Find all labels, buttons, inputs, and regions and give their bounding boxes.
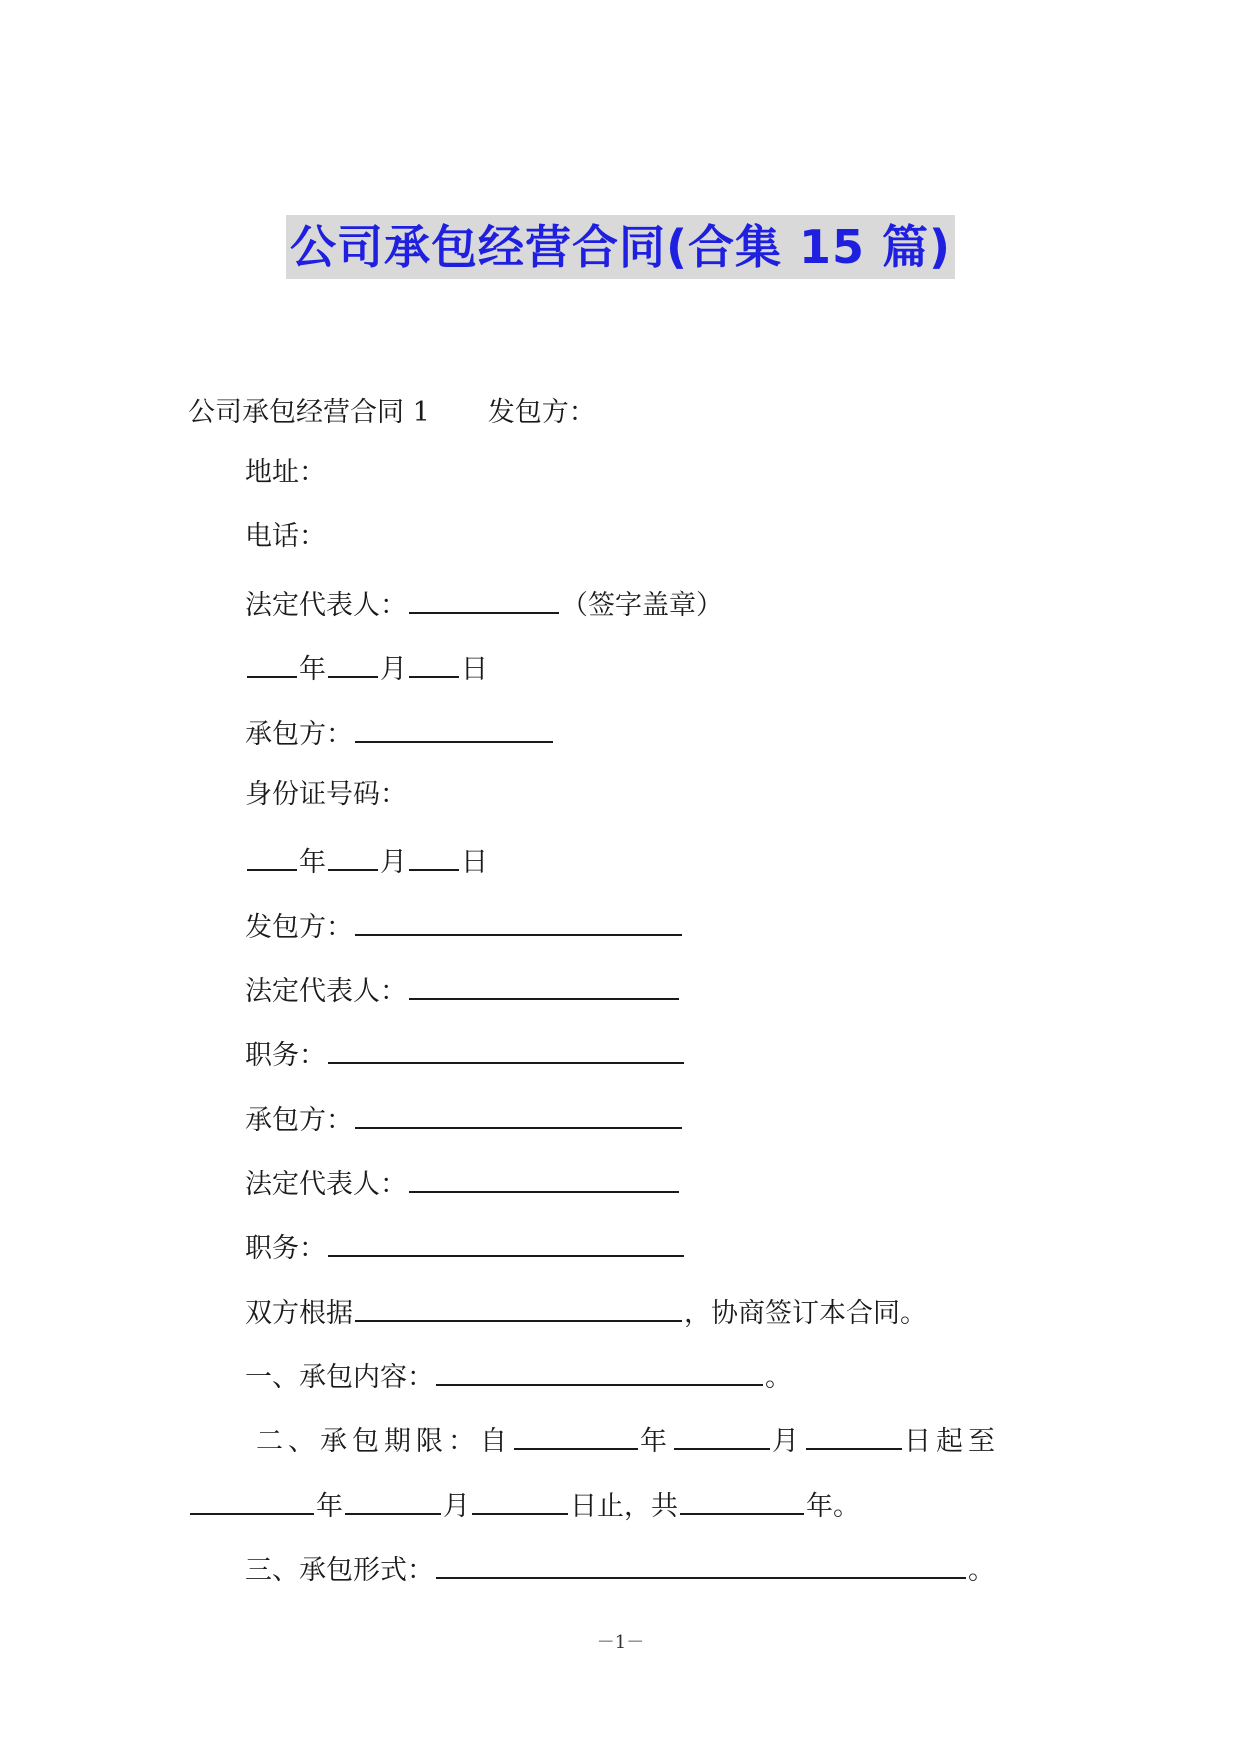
position1-label: 职务： — [245, 1040, 326, 1071]
contractor2-line — [245, 1099, 684, 1139]
document-title: 公司承包经营合同(合集 15 篇) — [286, 215, 955, 279]
date-line-2 — [245, 841, 488, 881]
position2-blank[interactable] — [328, 1227, 684, 1257]
period-line-1 — [256, 1420, 1000, 1460]
legal-rep2-blank[interactable] — [409, 970, 679, 1000]
year-label: 年 — [640, 1426, 672, 1457]
content-end: 。 — [765, 1362, 792, 1393]
legal-rep-blank[interactable] — [409, 584, 559, 614]
month-label: 月 — [380, 654, 407, 685]
basis-suffix: ，协商签订本合同。 — [684, 1298, 927, 1329]
period-from-day-blank[interactable] — [806, 1420, 902, 1450]
period-to-day-blank[interactable] — [472, 1485, 568, 1515]
form-line — [245, 1549, 995, 1589]
period-from-suffix: 日起至 — [904, 1426, 1000, 1457]
basis-prefix: 双方根据 — [245, 1298, 353, 1329]
legal-rep-label: 法定代表人： — [245, 590, 407, 621]
date-line-1 — [245, 648, 488, 688]
title-container — [0, 215, 1241, 279]
year-label: 年 — [316, 1491, 343, 1522]
period-line-2 — [188, 1485, 860, 1525]
month-blank[interactable] — [328, 841, 378, 871]
month-label: 月 — [380, 847, 407, 878]
position1-line — [245, 1034, 686, 1074]
month-label: 月 — [443, 1491, 470, 1522]
form-prefix: 三、承包形式： — [245, 1555, 434, 1586]
period-to-suffix: 日止，共 — [570, 1491, 678, 1522]
legal-rep-sign-line — [245, 584, 723, 624]
issuer2-blank[interactable] — [355, 906, 682, 936]
contractor-line — [245, 713, 555, 753]
legal-rep3-line — [245, 1163, 681, 1203]
period-from-year-blank[interactable] — [514, 1420, 638, 1450]
content-line — [245, 1356, 792, 1396]
id-number-line — [245, 777, 407, 813]
basis-blank[interactable] — [355, 1292, 682, 1322]
day-blank[interactable] — [409, 841, 459, 871]
period-from-month-blank[interactable] — [674, 1420, 770, 1450]
period-years-blank[interactable] — [680, 1485, 804, 1515]
legal-rep3-blank[interactable] — [409, 1163, 679, 1193]
contract-label: 公司承包经营合同 1 — [188, 397, 430, 428]
heading-line — [188, 395, 596, 431]
position2-line — [245, 1227, 686, 1267]
year-blank[interactable] — [247, 648, 297, 678]
address-line — [245, 455, 326, 491]
year-blank[interactable] — [247, 841, 297, 871]
phone-line — [245, 519, 326, 555]
period-to-year-blank[interactable] — [190, 1485, 314, 1515]
legal-rep3-label: 法定代表人： — [245, 1169, 407, 1200]
period-to-month-blank[interactable] — [345, 1485, 441, 1515]
day-label: 日 — [461, 847, 488, 878]
year-label: 年 — [299, 654, 326, 685]
contractor2-label: 承包方： — [245, 1105, 353, 1136]
page-number: －1－ — [596, 1632, 645, 1653]
form-blank[interactable] — [436, 1549, 966, 1579]
position2-label: 职务： — [245, 1233, 326, 1264]
issuer-label: 发包方： — [487, 397, 596, 428]
legal-rep2-label: 法定代表人： — [245, 976, 407, 1007]
period-years-label: 年。 — [806, 1491, 860, 1522]
day-blank[interactable] — [409, 648, 459, 678]
position1-blank[interactable] — [328, 1034, 684, 1064]
issuer2-line — [245, 906, 684, 946]
contractor-blank[interactable] — [355, 713, 553, 743]
period-prefix: 二、承包期限：自 — [256, 1426, 512, 1457]
month-label: 月 — [772, 1426, 804, 1457]
content-prefix: 一、承包内容： — [245, 1362, 434, 1393]
form-end: 。 — [968, 1555, 995, 1586]
content-blank[interactable] — [436, 1356, 763, 1386]
day-label: 日 — [461, 654, 488, 685]
contractor2-blank[interactable] — [355, 1099, 682, 1129]
issuer2-label: 发包方： — [245, 912, 353, 943]
sign-seal-label: （签字盖章） — [561, 590, 723, 621]
contractor-label: 承包方： — [245, 719, 353, 750]
basis-line — [245, 1292, 927, 1332]
phone-label: 电话： — [245, 521, 326, 552]
month-blank[interactable] — [328, 648, 378, 678]
id-number-label: 身份证号码： — [245, 779, 407, 810]
legal-rep2-line — [245, 970, 681, 1010]
address-label: 地址： — [245, 457, 326, 488]
year-label: 年 — [299, 847, 326, 878]
